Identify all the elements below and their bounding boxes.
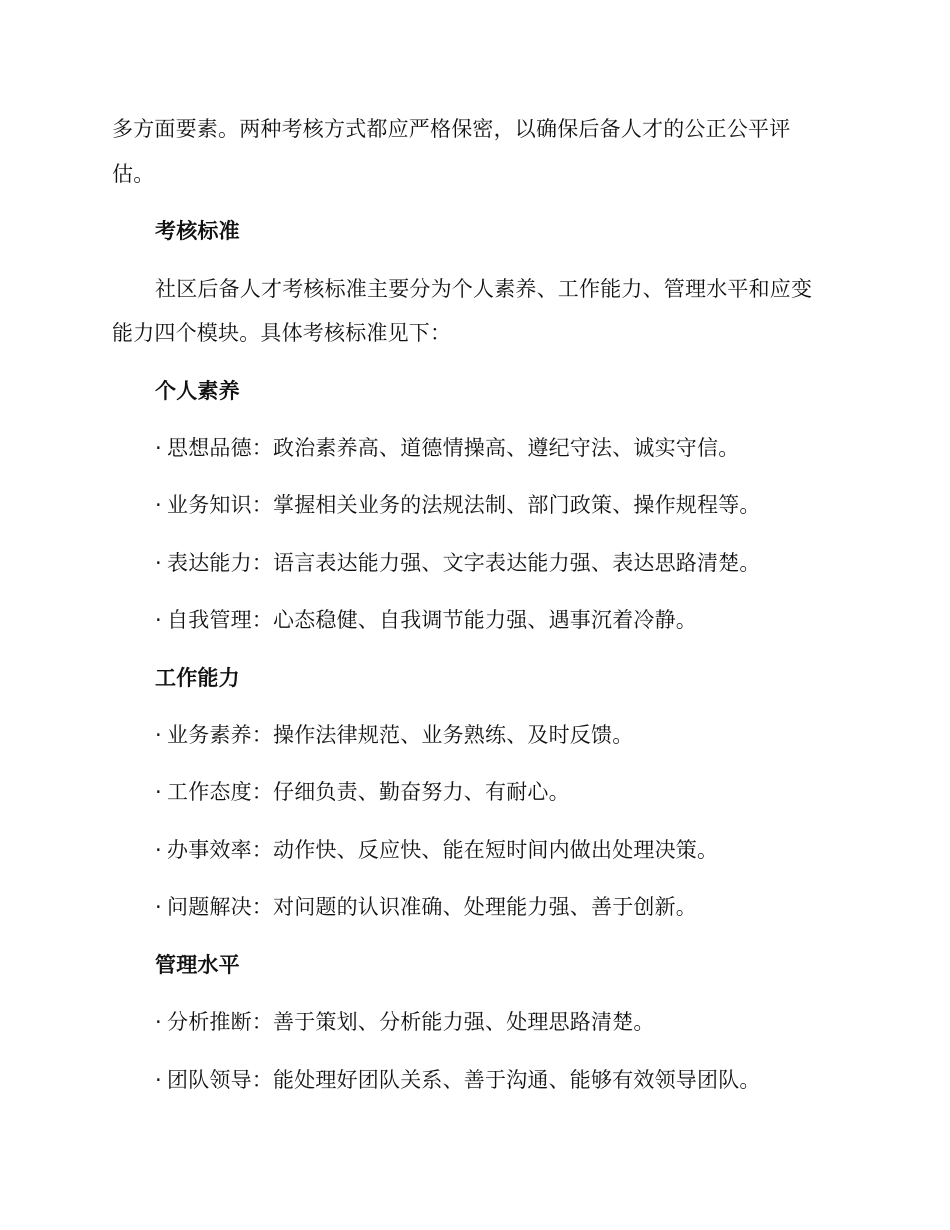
module-title-work-ability: 工作能力: [155, 666, 240, 690]
bullet-icon: ·: [155, 723, 162, 747]
bullet-icon: ·: [155, 493, 162, 517]
list-item: [155, 835, 718, 865]
bullet-icon: ·: [155, 608, 162, 632]
list-item: [155, 490, 761, 520]
list-item: [155, 892, 697, 922]
bullet-icon: ·: [155, 895, 162, 919]
list-item-text: 问题解决：对问题的认识准确、处理能力强、善于创新。: [167, 895, 697, 919]
bullet-icon: ·: [155, 780, 162, 804]
list-item-text: 自我管理：心态稳健、自我调节能力强、遇事沉着冷静。: [167, 608, 697, 632]
list-item-text: 办事效率：动作快、反应快、能在短时间内做出处理决策。: [167, 838, 719, 862]
list-item: [155, 720, 633, 750]
list-item-text: 工作态度：仔细负责、勤奋努力、有耐心。: [167, 780, 570, 804]
bullet-icon: ·: [155, 1010, 162, 1034]
module-title-management-level: 管理水平: [155, 953, 240, 977]
list-item: [155, 548, 761, 578]
list-item-text: 业务知识：掌握相关业务的法规法制、部门政策、操作规程等。: [167, 493, 761, 517]
module-title-personal-quality: 个人素养: [155, 379, 240, 403]
list-item: [155, 605, 697, 635]
bullet-icon: ·: [155, 838, 162, 862]
list-item-text: 业务素养：操作法律规范、业务熟练、及时反馈。: [167, 723, 634, 747]
list-item: [155, 433, 739, 463]
intro-paragraph-line-1: 多方面要素。两种考核方式都应严格保密，以确保后备人才的公正公平评: [112, 117, 791, 141]
list-item-text: 团队领导：能处理好团队关系、善于沟通、能够有效领导团队。: [167, 1068, 761, 1092]
list-item: [155, 777, 570, 807]
intro-paragraph-line-2: 估。: [112, 162, 155, 186]
bullet-icon: ·: [155, 1068, 162, 1092]
list-item-text: 表达能力：语言表达能力强、文字表达能力强、表达思路清楚。: [167, 551, 761, 575]
list-item-text: 分析推断：善于策划、分析能力强、处理思路清楚。: [167, 1010, 655, 1034]
section-intro-line-2: 能力四个模块。具体考核标准见下：: [112, 321, 452, 345]
bullet-icon: ·: [155, 551, 162, 575]
list-item: [155, 1007, 655, 1037]
section-title: 考核标准: [155, 219, 240, 243]
list-item-text: 思想品德：政治素养高、道德情操高、遵纪守法、诚实守信。: [167, 436, 740, 460]
section-intro-line-1: 社区后备人才考核标准主要分为个人素养、工作能力、管理水平和应变: [155, 277, 813, 301]
list-item: [155, 1065, 761, 1095]
bullet-icon: ·: [155, 436, 162, 460]
